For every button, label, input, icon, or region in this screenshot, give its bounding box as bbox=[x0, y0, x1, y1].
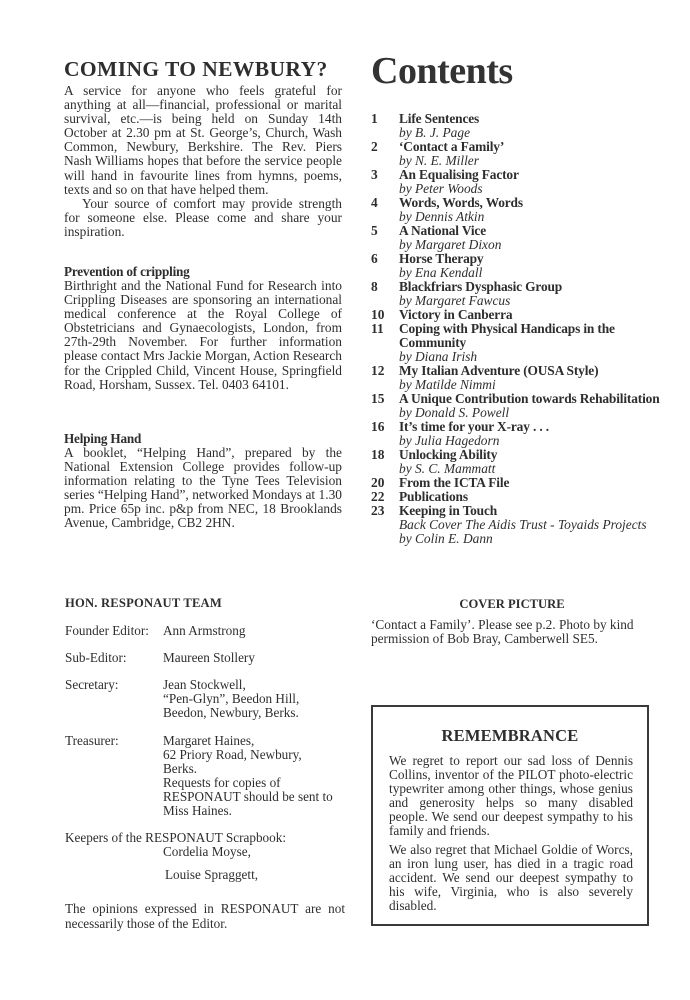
toc-entry[interactable] bbox=[371, 364, 661, 392]
newbury-paragraph-2: Your source of comfort may provide strength for someone else. Please come and share your inspiration. bbox=[64, 195, 342, 239]
team-value-line: Miss Haines. bbox=[163, 803, 232, 819]
toc-page-number: 5 bbox=[371, 223, 378, 238]
toc-author: by S. C. Mammatt bbox=[399, 461, 496, 476]
prevention-body: Birthright and the National Fund for Research into Crippling Diseases are sponsoring an international medical conference at the Royal College of Obstetricians and Gynaecologists, London, from 27th-29th November. For further information please contact Mrs Jackie Morgan, Action Research for the Crippled Child, Vincent House, Springfield Road, Horsham, Sussex. Tel. 0403 64101. bbox=[64, 278, 342, 392]
toc-title[interactable]: Unlocking Ability bbox=[399, 447, 498, 462]
team-row bbox=[65, 734, 345, 819]
remembrance-body bbox=[373, 754, 647, 913]
remembrance-heading: REMEMBRANCE bbox=[441, 726, 579, 745]
toc-title[interactable]: Life Sentences bbox=[399, 111, 480, 126]
newbury-paragraph-1: A service for anyone who feels grateful for anything at all—financial, professional or marital survival, etc.—is being held on Sunday 14th October at 2.30 pm at St. George’s, Church, Wash Common, Newbury, Berkshire. The Rev. Piers Nash Williams hopes that before the service people will hand in favourite lines from hymns, poems, texts and so on that have helped them. bbox=[64, 83, 342, 197]
toc-page-number: 18 bbox=[371, 447, 385, 462]
keeper-2: Louise Spraggett, bbox=[165, 867, 259, 883]
team-value-line: RESPONAUT should be sent to bbox=[163, 788, 333, 804]
toc-entry[interactable] bbox=[371, 448, 661, 476]
prevention-heading: Prevention of crippling bbox=[64, 264, 190, 279]
remembrance-paragraph-1: We regret to report our sad loss of Dennis Collins, inventor of the PILOT photo-electric typewriter among other things, whose genius and generosity helps so many disabled people. We send our deepest sympathy to his family and friends. bbox=[389, 753, 633, 839]
team-role: Treasurer: bbox=[65, 732, 119, 748]
team-value-line: Maureen Stollery bbox=[163, 650, 255, 666]
newbury-heading: COMING TO NEWBURY? bbox=[64, 57, 328, 81]
toc-author: by Ena Kendall bbox=[399, 265, 483, 280]
toc-author: by B. J. Page bbox=[399, 125, 471, 140]
toc-page-number: 16 bbox=[371, 419, 385, 434]
toc-page-number: 22 bbox=[371, 489, 385, 504]
toc-entry[interactable] bbox=[371, 196, 661, 224]
toc-back-cover-author: by Colin E. Dann bbox=[399, 531, 493, 546]
prevention-article bbox=[64, 265, 342, 392]
toc-title[interactable]: A National Vice bbox=[399, 223, 487, 238]
team-rows bbox=[65, 624, 345, 818]
team-role: Sub-Editor: bbox=[65, 650, 127, 666]
toc-entry[interactable] bbox=[371, 280, 661, 308]
toc-page-number: 3 bbox=[371, 167, 378, 182]
toc-title[interactable]: Horse Therapy bbox=[399, 251, 484, 266]
team-value-line: Jean Stockwell, bbox=[163, 677, 246, 693]
toc-author: by N. E. Miller bbox=[399, 153, 479, 168]
team-value-line: Margaret Haines, bbox=[163, 732, 255, 748]
toc-entry[interactable] bbox=[371, 490, 661, 504]
team-row bbox=[65, 624, 345, 638]
toc-entry[interactable] bbox=[371, 504, 661, 518]
contents-list bbox=[371, 112, 661, 546]
toc-title[interactable]: Words, Words, Words bbox=[399, 195, 523, 210]
toc-title[interactable]: Victory in Canberra bbox=[399, 307, 513, 322]
toc-page-number: 15 bbox=[371, 391, 385, 406]
toc-page-number: 10 bbox=[371, 307, 385, 322]
toc-back-cover-title[interactable]: Back Cover The Aidis Trust - Toyaids Projects bbox=[399, 517, 647, 532]
toc-entry[interactable] bbox=[371, 420, 661, 448]
team-value-line: Requests for copies of bbox=[163, 774, 281, 790]
toc-author: by Julia Hagedorn bbox=[399, 433, 500, 448]
toc-title[interactable]: It’s time for your X-ray . . . bbox=[399, 419, 549, 434]
toc-page-number: 8 bbox=[371, 279, 378, 294]
toc-author: by Donald S. Powell bbox=[399, 405, 510, 420]
toc-entries bbox=[371, 112, 661, 518]
toc-page-number: 20 bbox=[371, 475, 385, 490]
disclaimer: The opinions expressed in RESPONAUT are not necessarily those of the Editor. bbox=[65, 901, 345, 931]
contents-title: Contents bbox=[371, 50, 513, 92]
toc-back-cover bbox=[371, 518, 661, 546]
toc-entry[interactable] bbox=[371, 168, 661, 196]
team-value-line: Berks. bbox=[163, 760, 198, 776]
team-value-line: Beedon, Newbury, Berks. bbox=[163, 705, 299, 721]
toc-entry[interactable] bbox=[371, 476, 661, 490]
toc-entry[interactable] bbox=[371, 224, 661, 252]
team-value-line: 62 Priory Road, Newbury, bbox=[163, 746, 302, 762]
team-value-line: Ann Armstrong bbox=[163, 623, 246, 639]
toc-title[interactable]: Coping with Physical Handicaps in the Community bbox=[399, 321, 615, 350]
helping-hand-article bbox=[64, 432, 342, 531]
toc-title[interactable]: From the ICTA File bbox=[399, 475, 510, 490]
toc-author: by Matilde Nimmi bbox=[399, 377, 496, 392]
toc-title[interactable]: A Unique Contribution towards Rehabilitation bbox=[399, 391, 660, 406]
toc-entry[interactable] bbox=[371, 140, 661, 168]
helping-hand-body: A booklet, “Helping Hand”, prepared by the National Extension College provides follow-up information relating to the Tyne Tees Television series “Helping Hand”, networked Mondays at 1.30 pm. Price 65p inc. p&p from NEC, 18 Brooklands Avenue, Cambridge, CB2 2HN. bbox=[64, 445, 342, 531]
cover-body: ‘Contact a Family’. Please see p.2. Photo by kind permission of Bob Bray, Camberwell SE5. bbox=[371, 617, 634, 646]
cover-picture bbox=[371, 597, 653, 646]
responaut-team bbox=[65, 596, 345, 931]
toc-page-number: 1 bbox=[371, 111, 378, 126]
toc-title[interactable]: Publications bbox=[399, 489, 468, 504]
team-heading: HON. RESPONAUT TEAM bbox=[65, 596, 222, 610]
toc-author: by Peter Woods bbox=[399, 181, 483, 196]
keeper-1: Cordelia Moyse, bbox=[163, 844, 251, 860]
toc-title[interactable]: ‘Contact a Family’ bbox=[399, 139, 505, 154]
toc-title[interactable]: An Equalising Factor bbox=[399, 167, 519, 182]
toc-entry[interactable] bbox=[371, 252, 661, 280]
toc-author: by Margaret Fawcus bbox=[399, 293, 511, 308]
toc-entry[interactable] bbox=[371, 308, 661, 322]
toc-title[interactable]: Keeping in Touch bbox=[399, 503, 498, 518]
toc-entry[interactable] bbox=[371, 322, 661, 364]
toc-page-number: 23 bbox=[371, 503, 385, 518]
helping-hand-heading: Helping Hand bbox=[64, 431, 142, 446]
toc-author: by Margaret Dixon bbox=[399, 237, 502, 252]
newbury-article bbox=[64, 56, 342, 239]
team-row bbox=[65, 678, 345, 720]
toc-title[interactable]: Blackfriars Dysphasic Group bbox=[399, 279, 563, 294]
team-value-line: “Pen-Glyn”, Beedon Hill, bbox=[163, 691, 300, 707]
team-row bbox=[65, 651, 345, 665]
toc-page-number: 4 bbox=[371, 195, 378, 210]
toc-page-number: 11 bbox=[371, 321, 384, 336]
team-role: Founder Editor: bbox=[65, 623, 149, 639]
keepers-block bbox=[65, 831, 345, 882]
keepers-label: Keepers of the RESPONAUT Scrapbook: bbox=[65, 830, 286, 846]
remembrance-box bbox=[371, 705, 649, 926]
toc-author: by Diana Irish bbox=[399, 349, 478, 364]
toc-page-number: 12 bbox=[371, 363, 385, 378]
toc-entry[interactable] bbox=[371, 112, 661, 140]
toc-entry[interactable] bbox=[371, 392, 661, 420]
team-role: Secretary: bbox=[65, 677, 119, 693]
remembrance-paragraph-2: We also regret that Michael Goldie of Worcs, an iron lung user, has died in a tragic road accident. We send our deepest sympathy to his wife, Virginia, who is also severely disabled. bbox=[389, 841, 633, 913]
toc-title[interactable]: My Italian Adventure (OUSA Style) bbox=[399, 363, 599, 378]
toc-page-number: 6 bbox=[371, 251, 378, 266]
cover-heading: COVER PICTURE bbox=[459, 597, 565, 611]
toc-page-number: 2 bbox=[371, 139, 378, 154]
toc-author: by Dennis Atkin bbox=[399, 209, 485, 224]
